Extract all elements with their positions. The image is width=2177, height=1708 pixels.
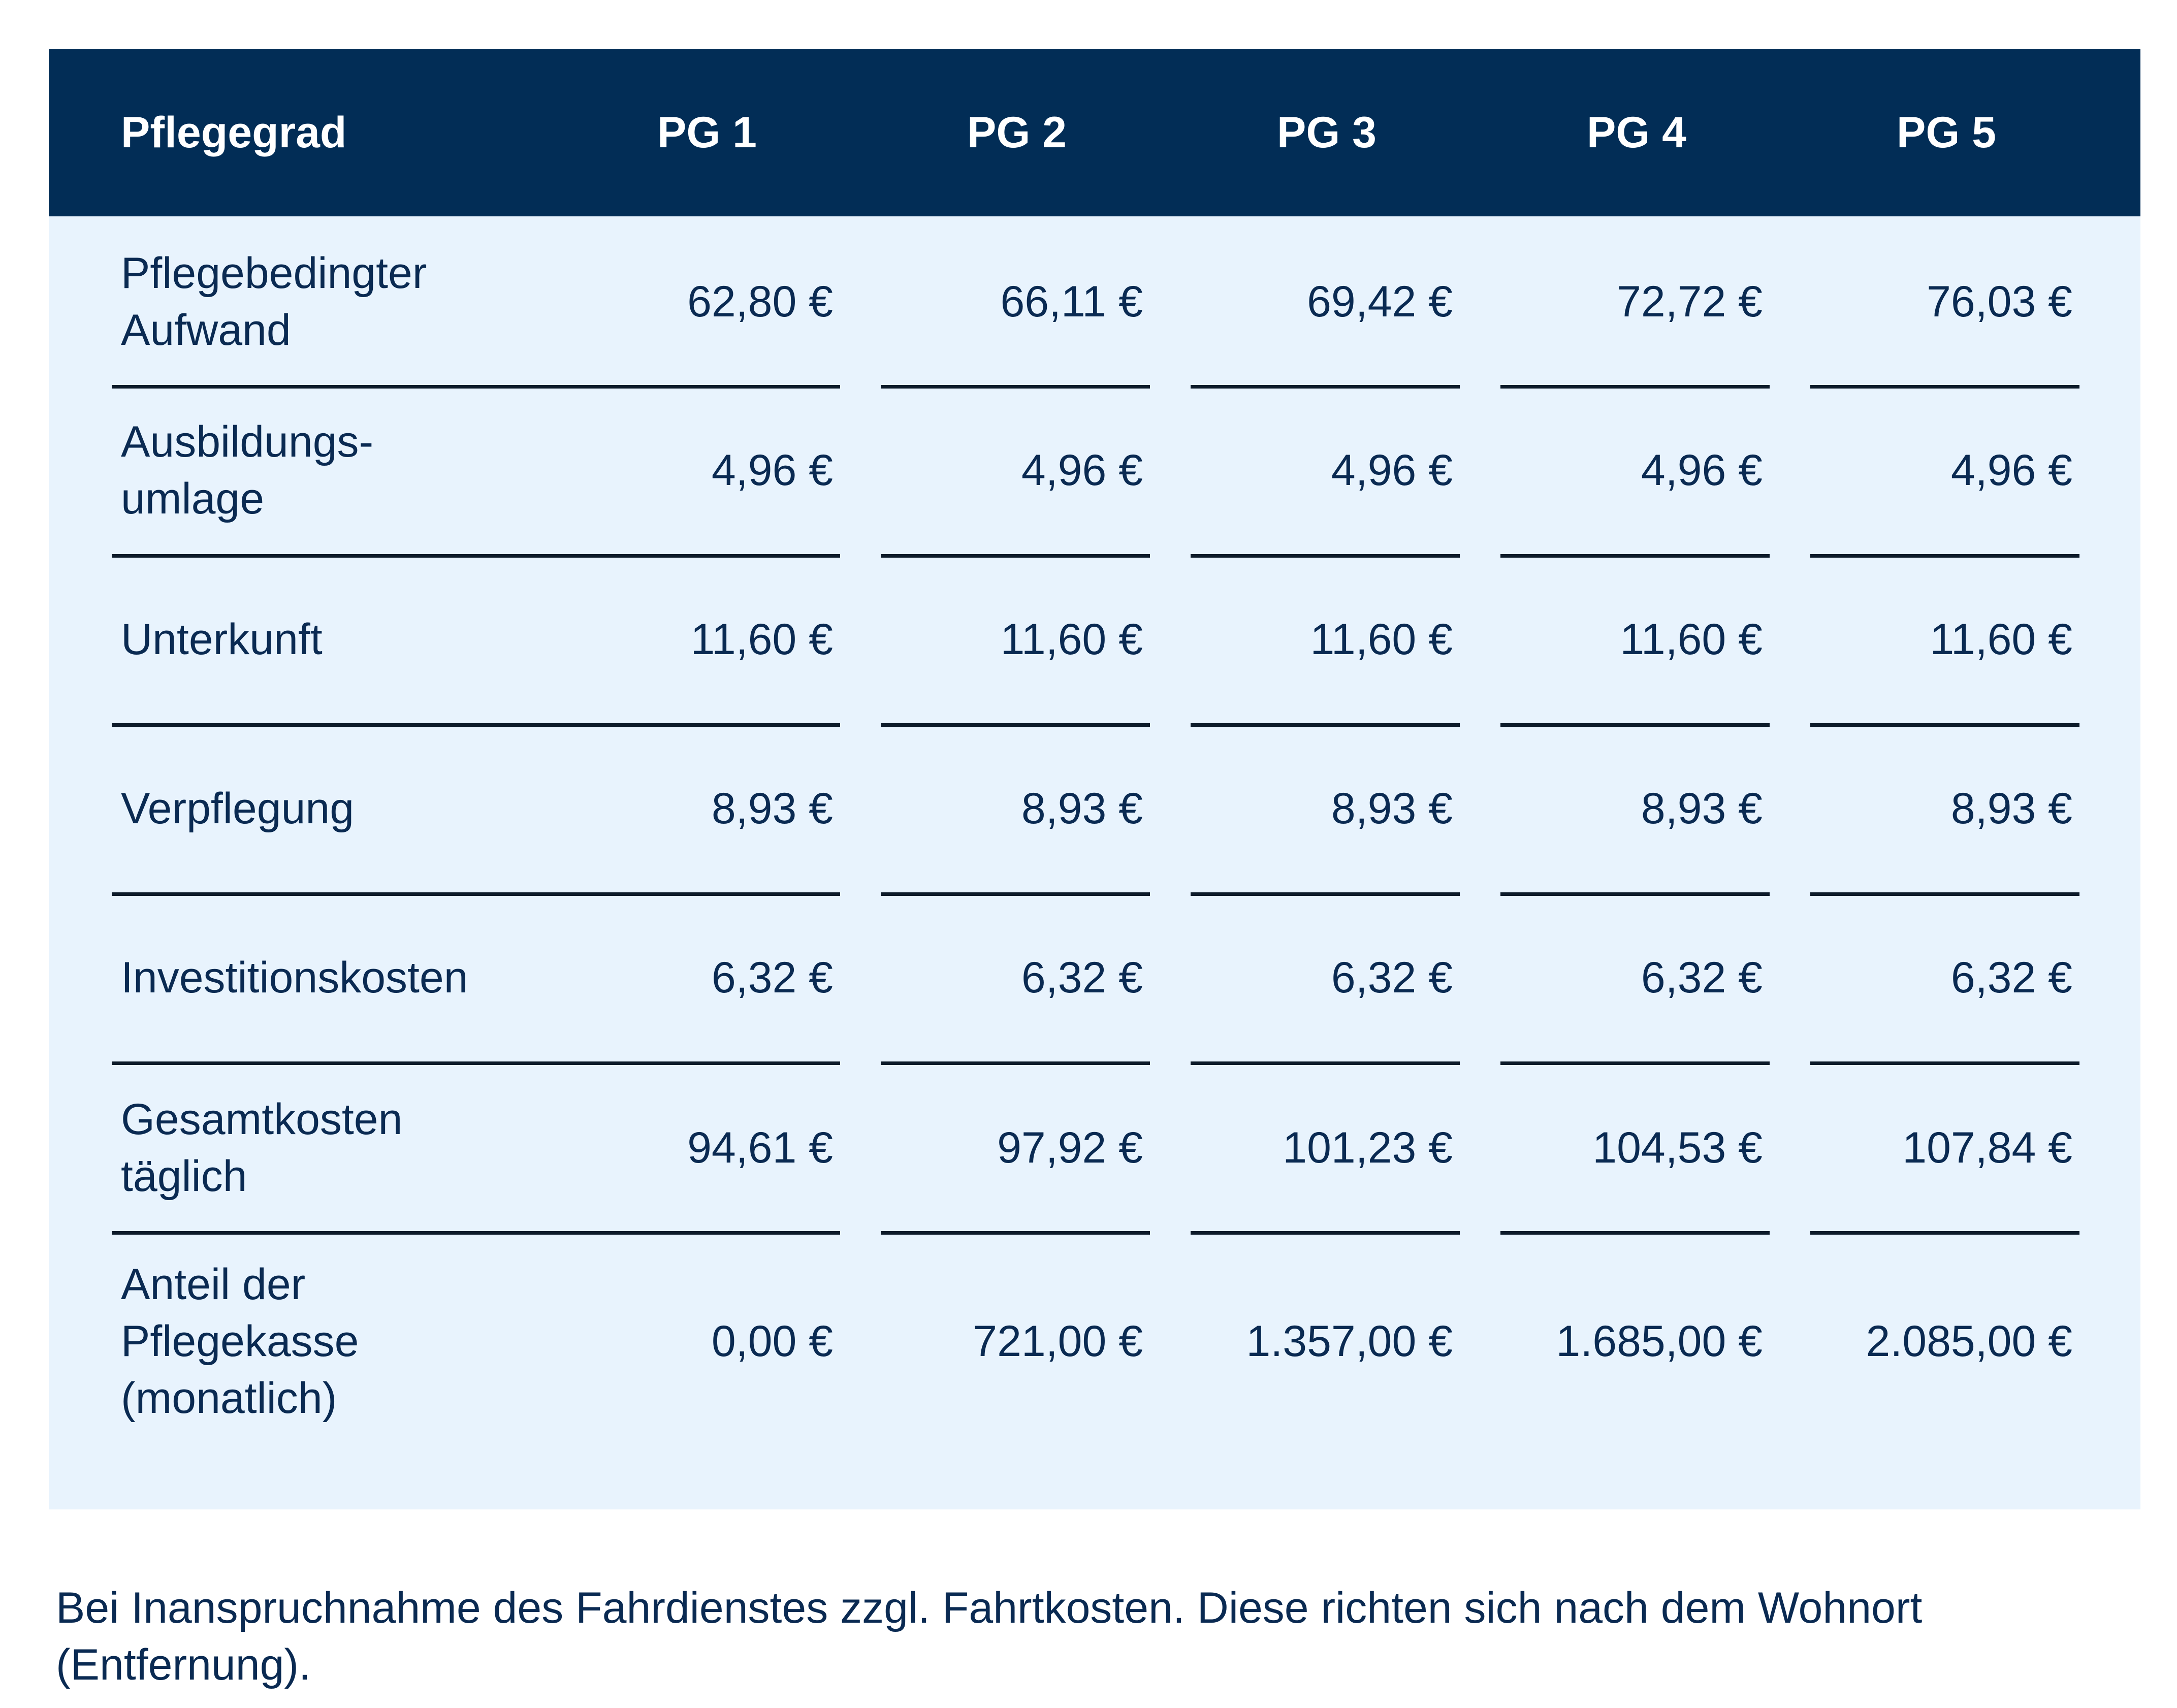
cell-value: 76,03 € xyxy=(1927,277,2072,326)
row-label-line: Anteil der xyxy=(121,1260,306,1309)
header-pg5: PG 5 xyxy=(1897,108,1996,157)
row-label-line: täglich xyxy=(121,1151,247,1201)
cell-value: 8,93 € xyxy=(1641,784,1763,833)
row-divider xyxy=(1500,1231,1770,1235)
cell-value: 1.357,00 € xyxy=(1246,1317,1453,1366)
cell-value: 94,61 € xyxy=(687,1123,833,1172)
footnote-line: Bei Inanspruchnahme des Fahrdienstes zzgl. Fahrtkosten. Diese richten sich nach dem Wohnort xyxy=(56,1584,1923,1632)
cell-value: 0,00 € xyxy=(711,1317,833,1366)
table-row xyxy=(49,1235,2140,1448)
cell-value: 69,42 € xyxy=(1307,277,1453,326)
cell-value: 6,32 € xyxy=(711,953,833,1002)
row-label-line: Gesamtkosten xyxy=(121,1094,403,1144)
header-pg1: PG 1 xyxy=(657,108,757,157)
cell-value: 4,96 € xyxy=(711,446,833,495)
cell-value: 11,60 € xyxy=(1000,615,1143,664)
cell-value: 6,32 € xyxy=(1641,953,1763,1002)
cell-value: 8,93 € xyxy=(711,784,833,833)
row-label xyxy=(121,386,578,554)
table-row xyxy=(49,216,2140,386)
cost-table xyxy=(49,49,2140,1509)
cell-value: 4,96 € xyxy=(1021,446,1143,495)
header-label-pflegegrad: Pflegegrad xyxy=(121,108,347,157)
cell-value: 11,60 € xyxy=(1310,615,1453,664)
row-label-line: Verpflegung xyxy=(121,784,355,833)
footnote-line: (Entfernung). xyxy=(56,1640,311,1689)
row-label xyxy=(121,216,578,386)
row-label-line: Investitionskosten xyxy=(121,953,468,1002)
row-divider xyxy=(881,1231,1150,1235)
cell-value: 721,00 € xyxy=(973,1317,1143,1366)
footnote xyxy=(56,1580,2118,1693)
header-pg2: PG 2 xyxy=(967,108,1067,157)
cell-value: 4,96 € xyxy=(1331,446,1453,495)
cell-value: 4,96 € xyxy=(1950,446,2072,495)
cell-value: 6,32 € xyxy=(1950,953,2072,1002)
row-label-line: Aufwand xyxy=(121,305,291,355)
row-divider xyxy=(571,1231,840,1235)
cell-value: 104,53 € xyxy=(1592,1123,1763,1172)
cell-value: 1.685,00 € xyxy=(1556,1317,1763,1366)
row-label xyxy=(121,725,578,892)
row-label-line: Unterkunft xyxy=(121,615,323,664)
row-divider xyxy=(1191,1231,1460,1235)
header-pg3: PG 3 xyxy=(1277,108,1376,157)
cell-value: 11,60 € xyxy=(1930,615,2072,664)
cell-value: 4,96 € xyxy=(1641,446,1763,495)
cell-value: 97,92 € xyxy=(997,1123,1143,1172)
row-label xyxy=(121,894,578,1061)
cell-value: 72,72 € xyxy=(1617,277,1763,326)
cell-value: 6,32 € xyxy=(1331,953,1453,1002)
table-row xyxy=(49,386,2140,554)
table-header xyxy=(49,49,2140,216)
row-label xyxy=(121,556,578,723)
cell-value: 62,80 € xyxy=(687,277,833,326)
header-pg4: PG 4 xyxy=(1587,108,1686,157)
cell-value: 11,60 € xyxy=(1620,615,1763,664)
row-divider xyxy=(112,1231,594,1235)
row-label xyxy=(121,1063,578,1232)
table-row xyxy=(49,725,2140,892)
table-row xyxy=(49,556,2140,723)
cell-value: 8,93 € xyxy=(1021,784,1143,833)
cell-value: 11,60 € xyxy=(690,615,833,664)
row-label-line: (monatlich) xyxy=(121,1374,337,1423)
cell-value: 66,11 € xyxy=(1000,277,1143,326)
table-row xyxy=(49,894,2140,1061)
cell-value: 101,23 € xyxy=(1283,1123,1453,1172)
row-label-line: Ausbildungs- xyxy=(121,417,374,466)
cell-value: 2.085,00 € xyxy=(1866,1317,2072,1366)
table-row xyxy=(49,1063,2140,1232)
row-label-line: Pflegebedingter xyxy=(121,248,427,298)
cell-value: 6,32 € xyxy=(1021,953,1143,1002)
cell-value: 8,93 € xyxy=(1331,784,1453,833)
cell-value: 8,93 € xyxy=(1950,784,2072,833)
row-label-line: Pflegekasse xyxy=(121,1317,359,1366)
row-label xyxy=(121,1235,578,1448)
row-divider xyxy=(1810,1231,2079,1235)
cell-value: 107,84 € xyxy=(1902,1123,2072,1172)
row-label-line: umlage xyxy=(121,474,265,523)
